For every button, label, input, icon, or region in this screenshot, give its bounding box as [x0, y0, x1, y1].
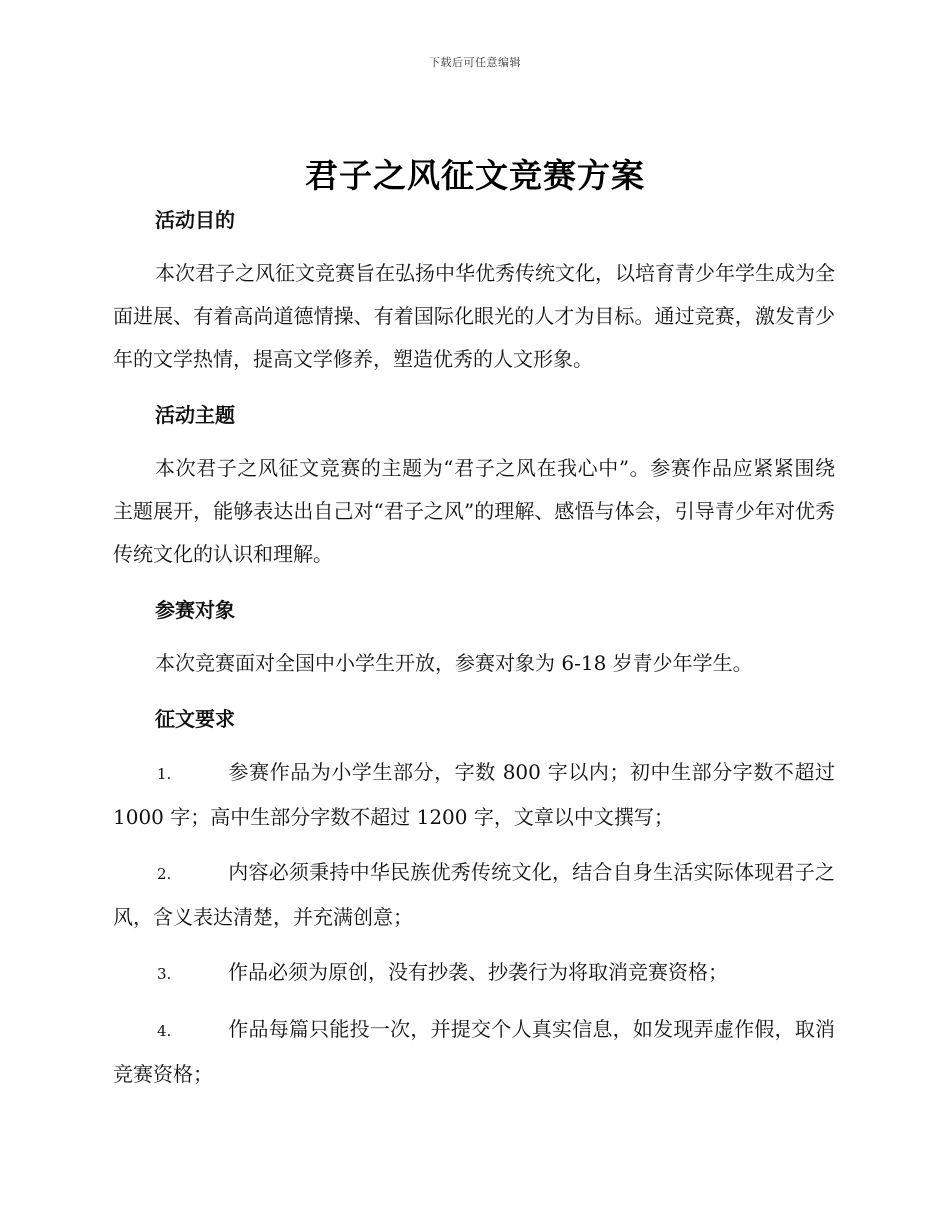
list-item — [113, 851, 835, 939]
section-paragraph-participants: 本次竞赛面对全国中小学生开放，参赛对象为 6-18 岁青少年学生。 — [155, 651, 753, 675]
section-paragraph-purpose: 本次君子之风征文竞赛旨在弘扬中华优秀传统文化，以培育青少年学生成为全面进展、有着高尚道德情操、有着国际化眼光的人才为目标。通过竞赛，激发青少年的文学热情，提高文学修养，塑造优秀的人文形象。 — [113, 261, 835, 371]
list-item — [113, 951, 835, 996]
section-heading-requirements: 征文要求 — [155, 707, 235, 731]
list-item-text: 内容必须秉持中华民族优秀传统文化，结合自身生活实际体现君子之风，含义表达清楚，并充满创意； — [113, 860, 835, 929]
list-item-number: 4. — [157, 1022, 172, 1040]
header-note: 下载后可任意编辑 — [429, 56, 521, 69]
list-item-number: 3. — [157, 965, 172, 983]
section-heading-purpose: 活动目的 — [155, 208, 235, 232]
list-item — [113, 1008, 835, 1096]
list-item-number: 2. — [157, 865, 172, 883]
list-item-text: 作品每篇只能投一次，并提交个人真实信息，如发现弄虚作假，取消竞赛资格； — [113, 1017, 835, 1086]
list-item-number: 1. — [157, 765, 172, 783]
list-item — [113, 751, 835, 839]
section-heading-theme: 活动主题 — [155, 403, 235, 427]
document-title: 君子之风征文竞赛方案 — [305, 156, 645, 195]
section-paragraph-theme: 本次君子之风征文竞赛的主题为“君子之风在我心中”。参赛作品应紧紧围绕主题展开，能够表达出自己对“君子之风”的理解、感悟与体会，引导青少年对优秀传统文化的认识和理解。 — [113, 456, 835, 566]
section-heading-participants: 参赛对象 — [155, 598, 235, 622]
list-item-text: 参赛作品为小学生部分，字数 800 字以内；初中生部分字数不超过 1000 字；高中生部分字数不超过 1200 字，文章以中文撰写； — [113, 760, 835, 829]
list-item-text: 作品必须为原创，没有抄袭、抄袭行为将取消竞赛资格； — [228, 960, 728, 984]
document-body — [113, 198, 835, 1096]
